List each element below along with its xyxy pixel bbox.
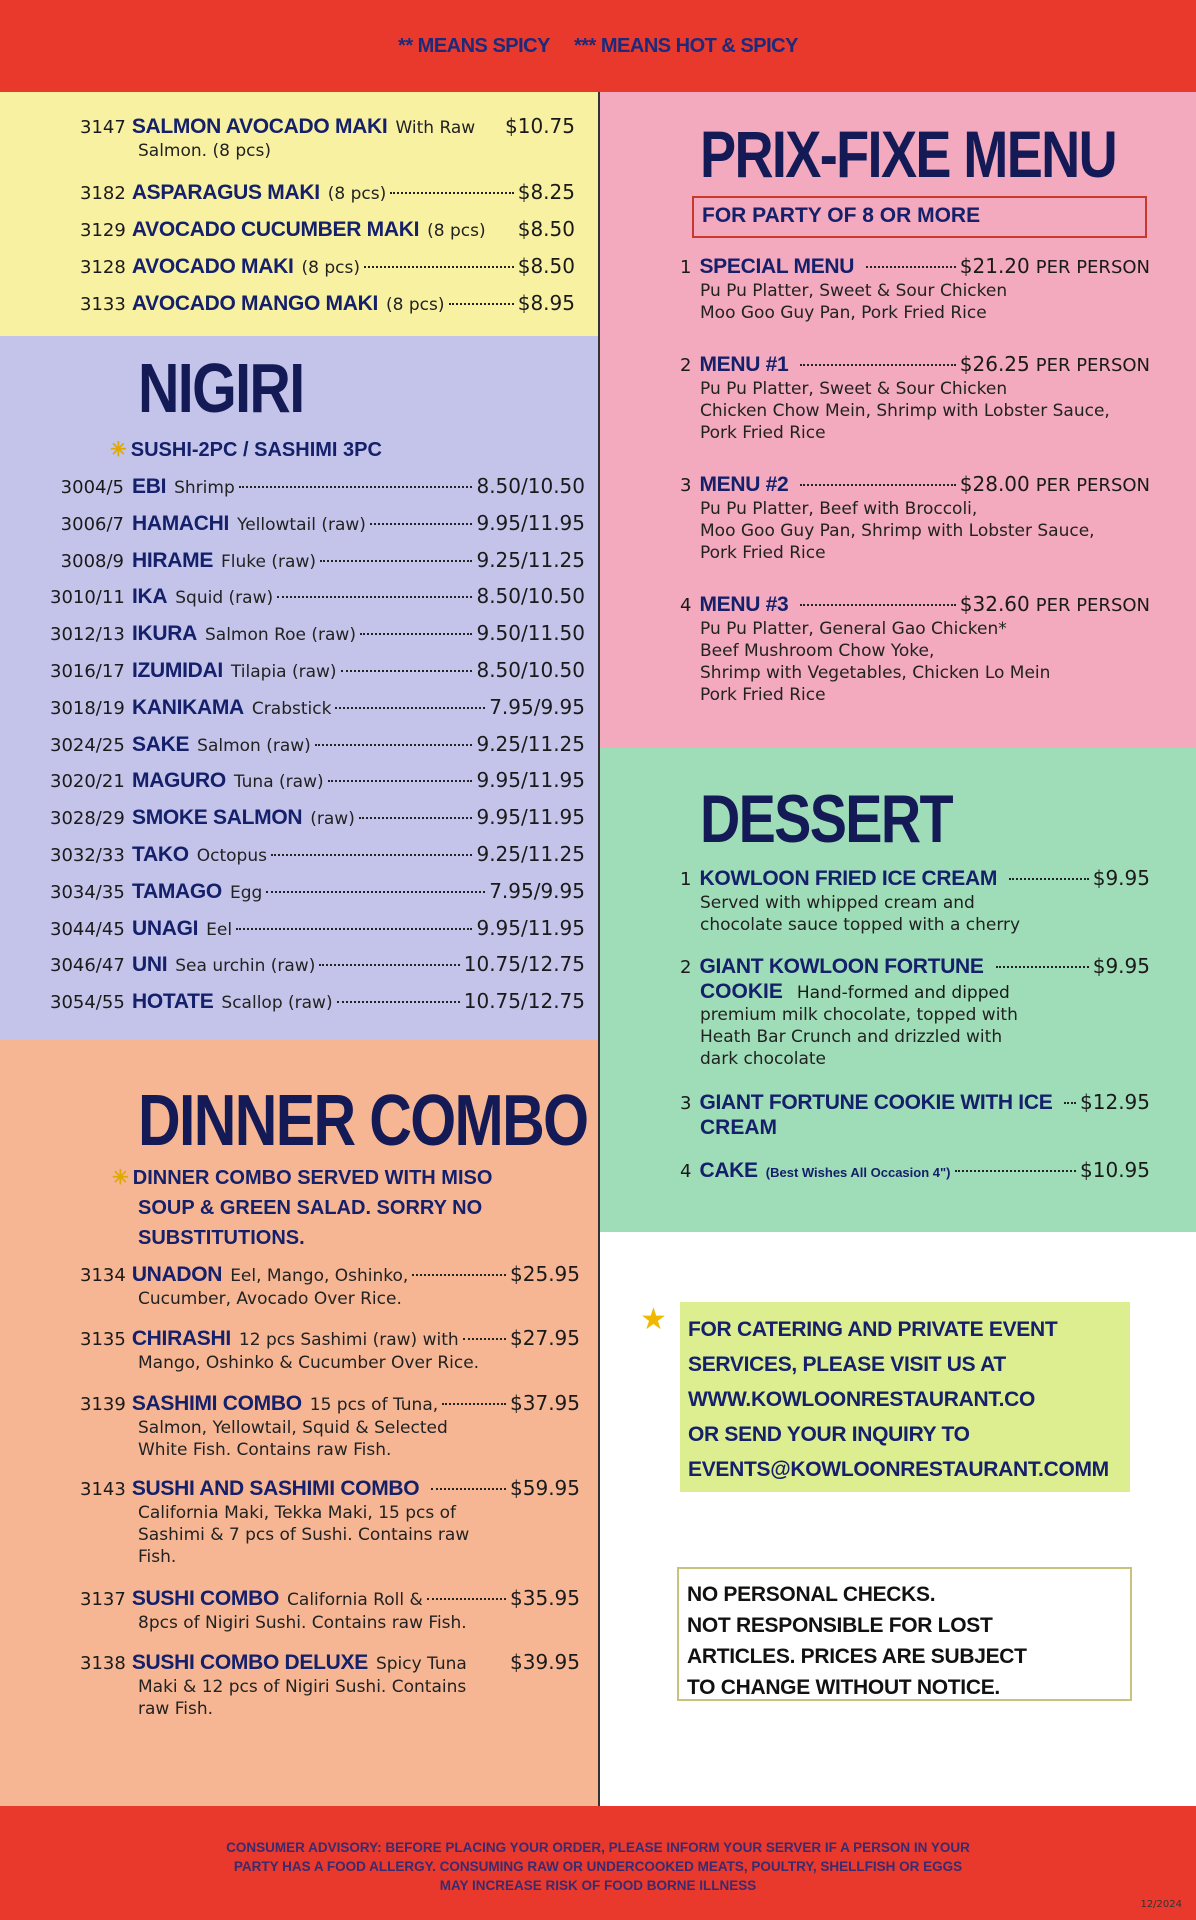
combo-price: $25.95 <box>510 1262 580 1286</box>
consumer-advisory-band <box>0 1806 1196 1920</box>
prix-fixe-name: MENU #2 <box>699 473 789 496</box>
dessert-item: 4 CAKE (Best Wishes All Occasion 4") $10.95 <box>680 1158 1150 1182</box>
dessert-item: 3 GIANT FORTUNE COOKIE WITH ICE $12.95 CREAM <box>680 1090 1150 1139</box>
prix-fixe-name: MENU #3 <box>699 593 789 616</box>
nigiri-price: 9.50/11.50 <box>476 621 585 646</box>
combo-price: $39.95 <box>510 1650 580 1674</box>
website-link[interactable]: WWW.KOWLOONRESTAURANT.CO <box>688 1388 1036 1411</box>
dessert-item: 2 GIANT KOWLOON FORTUNE $9.95 COOKIE Hand-formed and dipped premium milk chocolate, topped with Heath Bar Crunch and drizzled with dark chocolate <box>680 954 1150 1069</box>
prix-fixe-title: PRIX-FIXE MENU <box>700 117 1117 191</box>
dessert-name: GIANT FORTUNE COOKIE WITH ICE <box>699 1091 1053 1114</box>
combo-name: UNADON <box>131 1263 223 1286</box>
maki-name: SALMON AVOCADO MAKI <box>131 115 388 138</box>
nigiri-name: EBI <box>132 475 167 498</box>
combo-item: 3143 SUSHI AND SASHIMI COMBO $59.95 California Maki, Tekka Maki, 15 pcs of Sashimi & 7 pcs of Sushi. Contains raw Fish. <box>80 1476 580 1567</box>
nigiri-name: UNI <box>132 953 168 977</box>
nigiri-item: 3018/19 KANIKAMA Crabstick 7.95/9.95 <box>50 694 585 719</box>
prix-fixe-item: 2 MENU #1 $26.25 PER PERSON Pu Pu Platter, Sweet & Sour Chicken Chicken Chow Mein, Shrimp with Lobster Sauce, Pork Fried Rice <box>680 352 1150 443</box>
combo-name: SUSHI AND SASHIMI COMBO <box>131 1477 420 1500</box>
nigiri-item: 3044/45 UNAGI Eel 9.95/11.95 <box>50 915 585 940</box>
prix-fixe-price: $28.00 <box>959 472 1030 496</box>
dessert-name: CAKE <box>699 1159 758 1182</box>
nigiri-name: SMOKE SALMON <box>132 806 303 830</box>
nigiri-price: 7.95/9.95 <box>489 694 585 719</box>
combo-price: $27.95 <box>510 1326 580 1350</box>
nigiri-item: 3028/29 SMOKE SALMON (raw) 9.95/11.95 <box>50 805 585 830</box>
nigiri-price: 9.95/11.95 <box>476 915 585 940</box>
email-link[interactable]: EVENTS@KOWLOONRESTAURANT.COMM <box>688 1458 1109 1481</box>
nigiri-item: 3032/33 TAKO Octopus 9.25/11.25 <box>50 842 585 866</box>
combo-item: 3135 CHIRASHI 12 pcs Sashimi (raw) with $27.95 Mango, Oshinko & Cucumber Over Rice. <box>80 1326 580 1373</box>
nigiri-name: UNAGI <box>132 916 199 940</box>
hot-spicy-legend: *** MEANS HOT & SPICY <box>573 34 798 57</box>
combo-price: $37.95 <box>510 1391 580 1415</box>
nigiri-item: 3012/13 IKURA Salmon Roe (raw) 9.50/11.50 <box>50 621 585 646</box>
dessert-name: GIANT KOWLOON FORTUNE <box>699 955 984 978</box>
combo-item: 3134 UNADON Eel, Mango, Oshinko, $25.95 Cucumber, Avocado Over Rice. <box>80 1262 580 1309</box>
nigiri-name: MAGURO <box>132 769 226 793</box>
nigiri-name: HOTATE <box>132 990 214 1014</box>
nigiri-name: TAKO <box>132 843 189 866</box>
prix-fixe-price: $26.25 <box>959 352 1030 376</box>
policy-notice: NO PERSONAL CHECKS. NOT RESPONSIBLE FOR LOST ARTICLES. PRICES ARE SUBJECT TO CHANGE WITHOUT NOTICE. <box>677 1567 1132 1701</box>
dinner-combo-note: ✳ DINNER COMBO SERVED WITH MISO SOUP & GREEN SALAD. SORRY NO SUBSTITUTIONS. <box>112 1167 493 1249</box>
prix-fixe-name: MENU #1 <box>699 353 789 376</box>
menu-date: 12/2024 <box>1140 1899 1182 1910</box>
prix-fixe-name: SPECIAL MENU <box>699 255 855 278</box>
prix-fixe-item: 3 MENU #2 $28.00 PER PERSON Pu Pu Platter, Beef with Broccoli, Moo Goo Guy Pan, Shrimp with Lobster Sauce, Pork Fried Rice <box>680 472 1150 563</box>
spicy-legend: ** MEANS SPICY <box>398 34 550 57</box>
consumer-advisory: CONSUMER ADVISORY: BEFORE PLACING YOUR ORDER, PLEASE INFORM YOUR SERVER IF A PERSON IN YOUR PARTY HAS A FOOD ALLERGY. CONSUMING RAW OR UNDERCOOKED MEATS, POULTRY, SHELLFISH OR EGGS MAY INCREASE RISK OF FOOD BORNE ILLNESS <box>226 1840 970 1893</box>
nigiri-subtitle: ✳ SUSHI-2PC / SASHIMI 3PC <box>110 439 382 461</box>
nigiri-item: 3054/55 HOTATE Scallop (raw) 10.75/12.75 <box>50 989 585 1014</box>
nigiri-item: 3004/5 EBI Shrimp 8.50/10.50 <box>60 474 585 498</box>
nigiri-item: 3006/7 HAMACHI Yellowtail (raw) 9.95/11.95 <box>60 510 585 535</box>
combo-name: SUSHI COMBO <box>131 1587 280 1610</box>
dessert-price: $10.95 <box>1080 1158 1150 1182</box>
nigiri-name: HAMACHI <box>132 511 230 535</box>
combo-item: 3139 SASHIMI COMBO 15 pcs of Tuna, $37.95 Salmon, Yellowtail, Squid & Selected White Fish. Contains raw Fish. <box>80 1391 580 1460</box>
dessert-price: $9.95 <box>1092 954 1150 978</box>
maki-item: 3133 AVOCADO MANGO MAKI (8 pcs) $8.95 <box>80 291 575 315</box>
nigiri-price: 9.95/11.95 <box>476 768 585 793</box>
nigiri-name: TAMAGO <box>132 879 222 903</box>
combo-price: $35.95 <box>510 1586 580 1610</box>
nigiri-item: 3016/17 IZUMIDAI Tilapia (raw) 8.50/10.50 <box>50 658 585 682</box>
nigiri-item: 3020/21 MAGURO Tuna (raw) 9.95/11.95 <box>50 768 585 793</box>
dessert-price: $9.95 <box>1092 866 1150 890</box>
prix-fixe-item: 4 MENU #3 $32.60 PER PERSON Pu Pu Platter, General Gao Chicken* Beef Mushroom Chow Yoke, Shrimp with Vegetables, Chicken Lo Mein Pork Fried Rice <box>680 592 1150 705</box>
nigiri-price: 9.25/11.25 <box>476 842 585 866</box>
nigiri-item: 3034/35 TAMAGO Egg 7.95/9.95 <box>50 878 585 903</box>
combo-name: SASHIMI COMBO <box>131 1392 302 1415</box>
combo-price: $59.95 <box>510 1476 580 1500</box>
nigiri-name: HIRAME <box>132 548 214 572</box>
nigiri-price: 9.95/11.95 <box>476 510 585 535</box>
nigiri-title: NIGIRI <box>138 349 304 427</box>
nigiri-item: 3010/11 IKA Squid (raw) 8.50/10.50 <box>50 584 585 609</box>
nigiri-price: 9.25/11.25 <box>476 731 585 756</box>
nigiri-price: 10.75/12.75 <box>463 989 585 1014</box>
maki-item: 3128 AVOCADO MAKI (8 pcs) $8.50 <box>80 254 575 278</box>
star-icon: ★ <box>640 1302 667 1337</box>
nigiri-price: 8.50/10.50 <box>476 584 585 609</box>
nigiri-name: IKA <box>132 585 168 609</box>
nigiri-name: IZUMIDAI <box>132 659 223 682</box>
combo-item: 3137 SUSHI COMBO California Roll & $35.95 8pcs of Nigiri Sushi. Contains raw Fish. <box>80 1586 580 1633</box>
party-size-note: FOR PARTY OF 8 OR MORE <box>692 196 1147 238</box>
nigiri-price: 10.75/12.75 <box>463 952 585 977</box>
dessert-name: KOWLOON FRIED ICE CREAM <box>699 867 998 890</box>
nigiri-item: 3024/25 SAKE Salmon (raw) 9.25/11.25 <box>50 731 585 756</box>
nigiri-item: 3046/47 UNI Sea urchin (raw) 10.75/12.75 <box>50 952 585 977</box>
nigiri-price: 9.25/11.25 <box>476 547 585 572</box>
prix-fixe-price: $21.20 <box>959 254 1030 278</box>
combo-name: CHIRASHI <box>131 1327 231 1350</box>
combo-name: SUSHI COMBO DELUXE <box>131 1651 368 1674</box>
prix-fixe-item: 1 SPECIAL MENU $21.20 PER PERSON Pu Pu Platter, Sweet & Sour Chicken Moo Goo Guy Pan, Pork Fried Rice <box>680 254 1150 323</box>
prix-fixe-price: $32.60 <box>959 592 1030 616</box>
nigiri-price: 7.95/9.95 <box>489 878 585 903</box>
nigiri-name: IKURA <box>132 622 197 646</box>
maki-item: 3182 ASPARAGUS MAKI (8 pcs) $8.25 <box>80 180 575 204</box>
dinner-combo-title: DINNER COMBO <box>138 1081 588 1161</box>
nigiri-name: SAKE <box>132 732 190 756</box>
spice-legend-band <box>0 0 1196 92</box>
dessert-title: DESSERT <box>700 781 952 857</box>
nigiri-price: 8.50/10.50 <box>476 474 585 498</box>
maki-item: 3147 SALMON AVOCADO MAKI With Raw $10.75 Salmon. (8 pcs) <box>80 114 575 161</box>
dessert-price: $12.95 <box>1080 1090 1150 1114</box>
nigiri-name: KANIKAMA <box>132 695 244 719</box>
dessert-item: 1 KOWLOON FRIED ICE CREAM $9.95 Served with whipped cream and chocolate sauce topped with a cherry <box>680 866 1150 935</box>
column-divider <box>598 92 600 1806</box>
maki-item: 3129 AVOCADO CUCUMBER MAKI (8 pcs) $8.50 <box>80 217 575 241</box>
nigiri-price: 9.95/11.95 <box>476 805 585 830</box>
nigiri-price: 8.50/10.50 <box>476 658 585 682</box>
catering-box: FOR CATERING AND PRIVATE EVENT SERVICES, PLEASE VISIT US AT WWW.KOWLOONRESTAURANT.CO OR SEND YOUR INQUIRY TO EVENTS@KOWLOONRESTAURANT.COMM <box>680 1302 1130 1492</box>
combo-item: 3138 SUSHI COMBO DELUXE Spicy Tuna $39.95 Maki & 12 pcs of Nigiri Sushi. Contains raw Fish. <box>80 1650 580 1719</box>
maki-price: $10.75 <box>505 114 575 138</box>
nigiri-item: 3008/9 HIRAME Fluke (raw) 9.25/11.25 <box>60 547 585 572</box>
